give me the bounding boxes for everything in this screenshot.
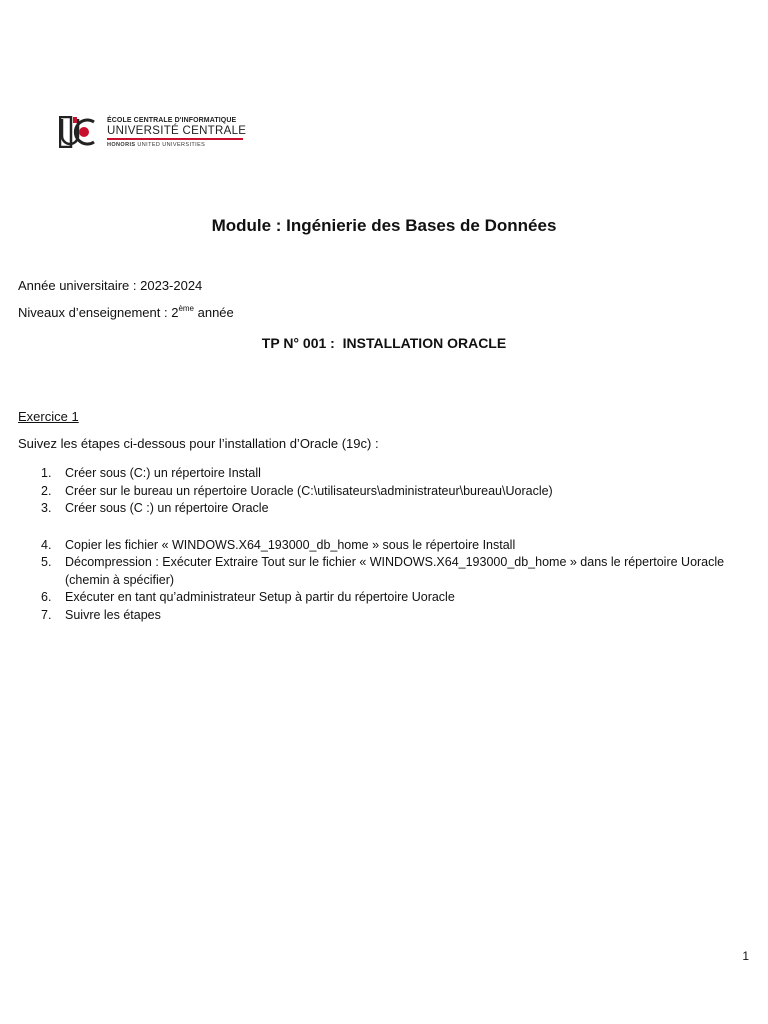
academic-year: Année universitaire : 2023-2024 — [18, 278, 203, 293]
level-suffix: année — [194, 305, 234, 320]
logo-network-bold: HONORIS — [107, 141, 136, 148]
level-superscript: ème — [178, 304, 194, 313]
step-text: Créer sur le bureau un répertoire Uoracle (C:\utilisateurs\administrateur\bureau\Uoracle) — [65, 484, 553, 498]
step-text: Suivre les étapes — [65, 608, 161, 622]
step-text: Créer sous (C :) un répertoire Oracle — [65, 501, 269, 515]
exercise-title: Exercice 1 — [18, 409, 79, 424]
exercise-intro: Suivez les étapes ci-dessous pour l’installation d’Oracle (19c) : — [18, 436, 379, 451]
step-text: Décompression : Exécuter Extraire Tout sur le fichier « WINDOWS.X64_193000_db_home » dans le répertoire Uoracle (chemin à spécifier) — [65, 555, 725, 587]
step-number: 1. — [41, 466, 52, 480]
logo-school-name: ÉCOLE CENTRALE D'INFORMATIQUE — [107, 117, 237, 124]
step-text: Exécuter en tant qu’administrateur Setup à partir du répertoire Uoracle — [65, 590, 455, 604]
step-text: Copier les fichier « WINDOWS.X64_193000_db_home » sous le répertoire Install — [65, 538, 516, 552]
step-number: 3. — [41, 501, 52, 515]
page-number: 1 — [742, 949, 749, 963]
level-prefix: Niveaux d’enseignement : 2 — [18, 305, 179, 320]
step-number: 6. — [41, 590, 52, 604]
step-number: 5. — [41, 555, 52, 569]
tp-title: TP N° 001 : INSTALLATION ORACLE — [261, 335, 507, 351]
logo-network-rest: UNITED UNIVERSITIES — [137, 141, 206, 148]
step-number: 4. — [41, 538, 52, 552]
logo-university-name: UNIVERSITÉ CENTRALE — [107, 125, 247, 137]
step-number: 7. — [41, 608, 52, 622]
module-title: Module : Ingénierie des Bases de Données — [211, 216, 557, 235]
step-number: 2. — [41, 484, 52, 498]
step-text: Créer sous (C:) un répertoire Install — [65, 466, 261, 480]
